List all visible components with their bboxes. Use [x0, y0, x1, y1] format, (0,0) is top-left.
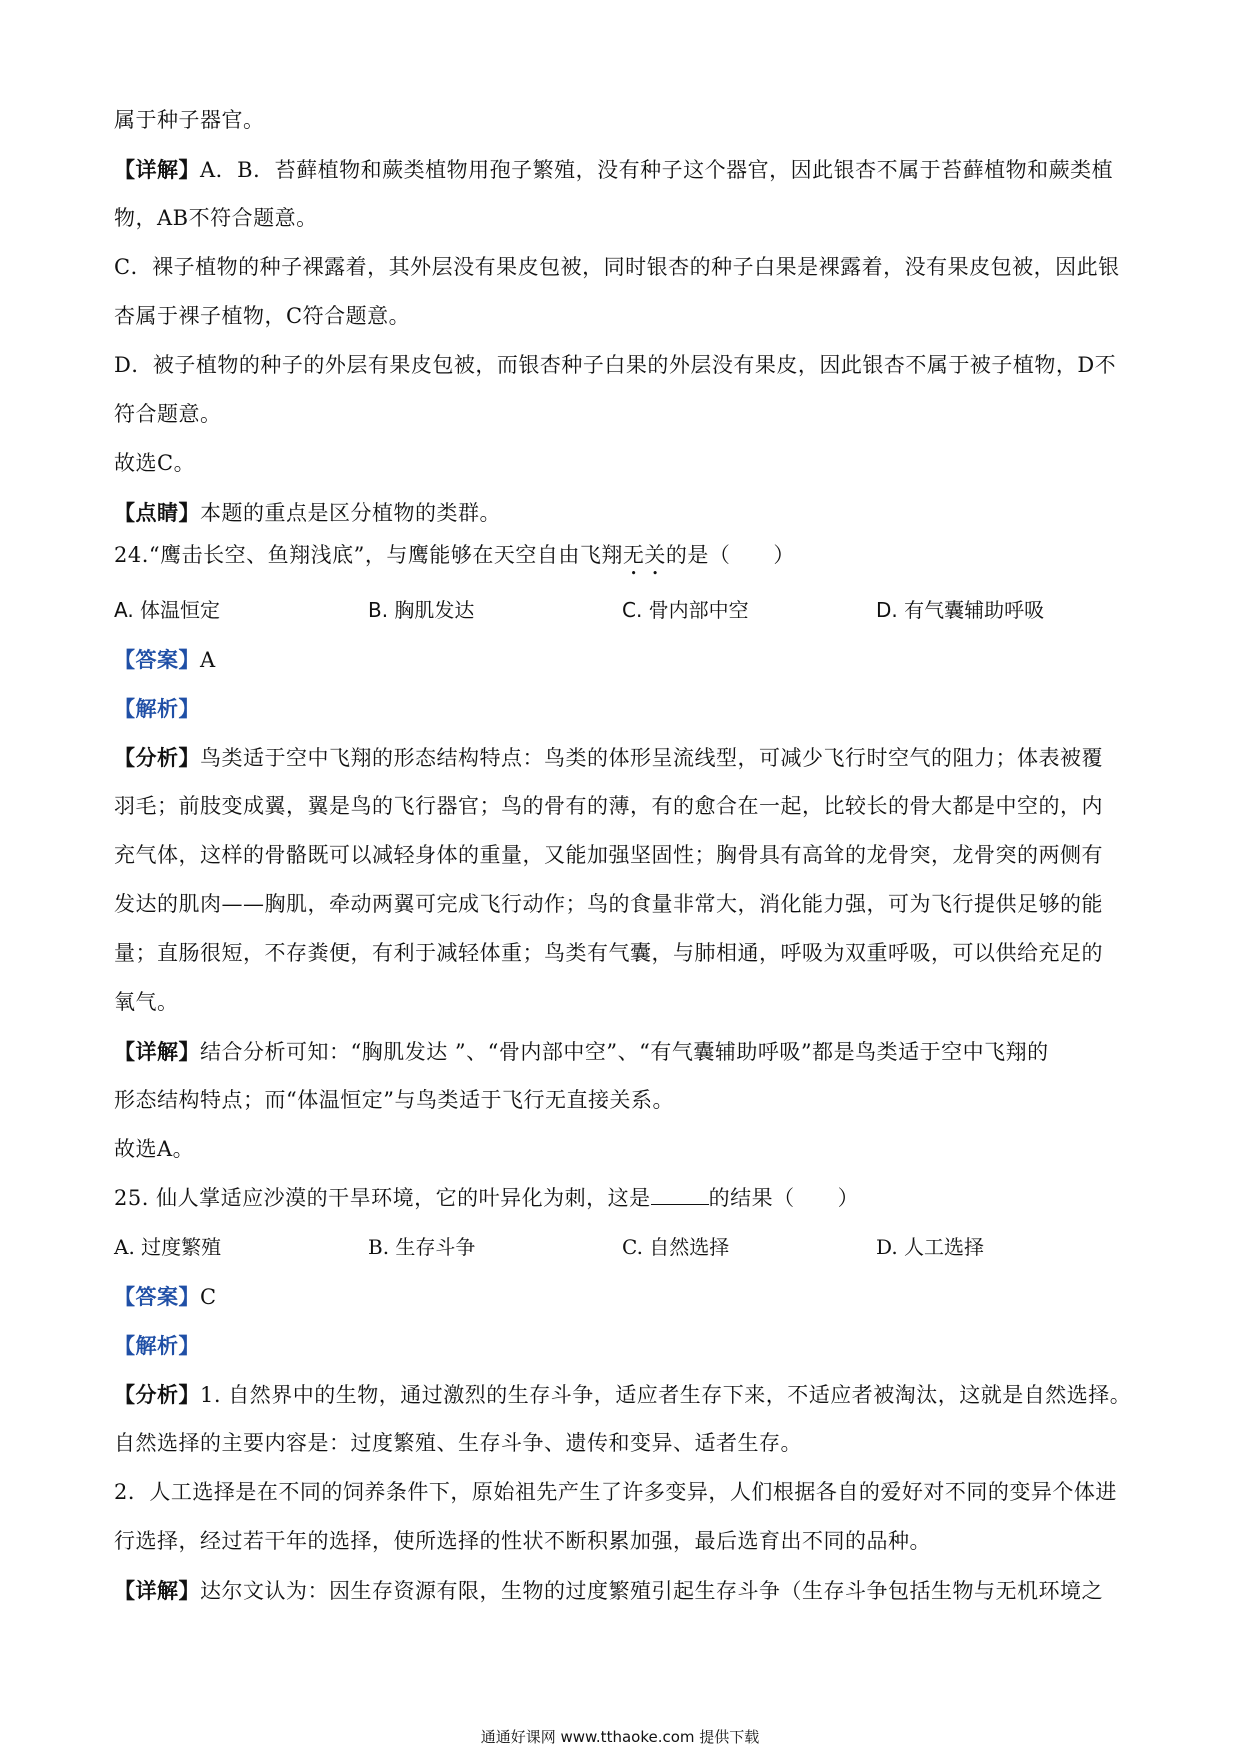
question-24-options — [114, 586, 1130, 635]
text-line: 符合题意。 — [114, 402, 222, 426]
option-a: A. 过度繁殖 — [114, 1235, 222, 1259]
analysis-line — [114, 1370, 1130, 1419]
document-page — [114, 96, 1130, 1615]
question-24-stem — [114, 531, 1130, 580]
detail-text: 达尔文认为：因生存资源有限，生物的过度繁殖引起生存斗争（生存斗争包括生物与无机环境之 — [200, 1579, 1103, 1603]
text-line: 物，AB不符合题意。 — [114, 206, 318, 230]
option-c: C. 自然选择 — [622, 1235, 730, 1259]
text-line: 杏属于裸子植物，C符合题意。 — [114, 304, 411, 328]
detail-tag: 【详解】 — [114, 1578, 200, 1603]
analysis-text: 1. 自然界中的生物，通过激烈的生存斗争，适应者生存下来，不适应者被淘汰，这就是自然选择。 — [200, 1383, 1132, 1407]
analysis-tag: 【分析】 — [114, 745, 200, 770]
analysis-heading — [114, 1321, 1130, 1370]
text-line: C．裸子植物的种子裸露着，其外层没有果皮包被，同时银杏的种子白果是裸露着，没有果皮包被，因此银 — [114, 255, 1120, 279]
detail-line: 形态结构特点；而“体温恒定”与鸟类适于飞行无直接关系。 — [114, 1088, 674, 1112]
analysis-line: 羽毛；前肢变成翼，翼是鸟的飞行器官；鸟的骨有的薄，有的愈合在一起，比较长的骨大都是中空的，内 — [114, 794, 1103, 818]
analysis-line — [114, 733, 1130, 782]
page-footer: 通通好课网 www.tthaoke.com 提供下载 — [480, 1728, 760, 1746]
answer-line — [114, 635, 1130, 684]
analysis-line: 充气体，这样的骨骼既可以减轻身体的重量，又能加强坚固性；胸骨具有高耸的龙骨突，龙骨突的两侧有 — [114, 843, 1103, 867]
answer-value: C — [200, 1285, 217, 1309]
option-a: A. 体温恒定 — [114, 598, 221, 622]
stem-text: 25. 仙人掌适应沙漠的干旱环境，它的叶异化为刺，这是 — [114, 1186, 651, 1210]
key-point-tag: 【点睛】 — [114, 500, 200, 525]
analysis-line: 行选择，经过若干年的选择，使所选择的性状不断积累加强，最后选育出不同的品种。 — [114, 1529, 931, 1553]
stem-text: 的是（ ） — [665, 543, 795, 567]
analysis-line: 氧气。 — [114, 990, 179, 1014]
question-25-stem — [114, 1174, 1130, 1223]
text-line: D．被子植物的种子的外层有果皮包被，而银杏种子白果的外层没有果皮，因此银杏不属于被子植物，D不 — [114, 353, 1117, 377]
answer-line — [114, 1272, 1130, 1321]
detail-line — [114, 1027, 1130, 1076]
detail-text: A．B．苔藓植物和蕨类植物用孢子繁殖，没有种子这个器官，因此银杏不属于苔藓植物和蕨类植 — [200, 158, 1114, 182]
option-d: D. 有气囊辅助呼吸 — [876, 598, 1045, 622]
option-d: D. 人工选择 — [876, 1235, 985, 1259]
analysis-tag: 【分析】 — [114, 1382, 200, 1407]
text-line: 属于种子器官。 — [114, 108, 265, 132]
answer-value: A — [200, 648, 216, 672]
conclusion-line: 故选C。 — [114, 451, 196, 475]
answer-tag: 【答案】 — [114, 647, 200, 672]
emphasis-text: 无关 — [622, 543, 666, 567]
option-b: B. 胸肌发达 — [368, 598, 475, 622]
analysis-line: 2．人工选择是在不同的饲养条件下，原始祖先产生了许多变异，人们根据各自的爱好对不同的变异个体进 — [114, 1480, 1117, 1504]
stem-text: 的结果（ ） — [708, 1186, 860, 1210]
detail-tag: 【详解】 — [114, 1039, 200, 1064]
conclusion-line: 故选A。 — [114, 1137, 195, 1161]
analysis-heading — [114, 684, 1130, 733]
answer-tag: 【答案】 — [114, 1284, 200, 1309]
analysis-line: 发达的肌肉——胸肌，牵动两翼可完成飞行动作；鸟的食量非常大，消化能力强，可为飞行提供足够的能 — [114, 892, 1103, 916]
answer-blank — [651, 1186, 709, 1205]
analysis-tag: 【解析】 — [114, 1333, 200, 1358]
detail-text: 结合分析可知：“胸肌发达 ”、“骨内部中空”、“有气囊辅助呼吸”都是鸟类适于空中飞翔的 — [200, 1040, 1049, 1064]
analysis-text: 鸟类适于空中飞翔的形态结构特点：鸟类的体形呈流线型，可减少飞行时空气的阻力；体表被覆 — [200, 746, 1103, 770]
stem-text: 24.“鹰击长空、鱼翔浅底”，与鹰能够在天空自由飞翔 — [114, 543, 623, 567]
question-25-options — [114, 1223, 1130, 1272]
option-c: C. 骨内部中空 — [622, 598, 749, 622]
analysis-line: 自然选择的主要内容是：过度繁殖、生存斗争、遗传和变异、适者生存。 — [114, 1431, 802, 1455]
analysis-line: 量；直肠很短，不存粪便，有利于减轻体重；鸟类有气囊，与肺相通，呼吸为双重呼吸，可以供给充足的 — [114, 941, 1103, 965]
key-point-text: 本题的重点是区分植物的类群。 — [200, 501, 501, 525]
detail-line — [114, 1566, 1130, 1615]
key-point-line — [114, 488, 1130, 537]
detail-tag: 【详解】 — [114, 157, 200, 182]
option-b: B. 生存斗争 — [368, 1235, 476, 1259]
detail-line — [114, 145, 1130, 194]
analysis-tag: 【解析】 — [114, 696, 200, 721]
